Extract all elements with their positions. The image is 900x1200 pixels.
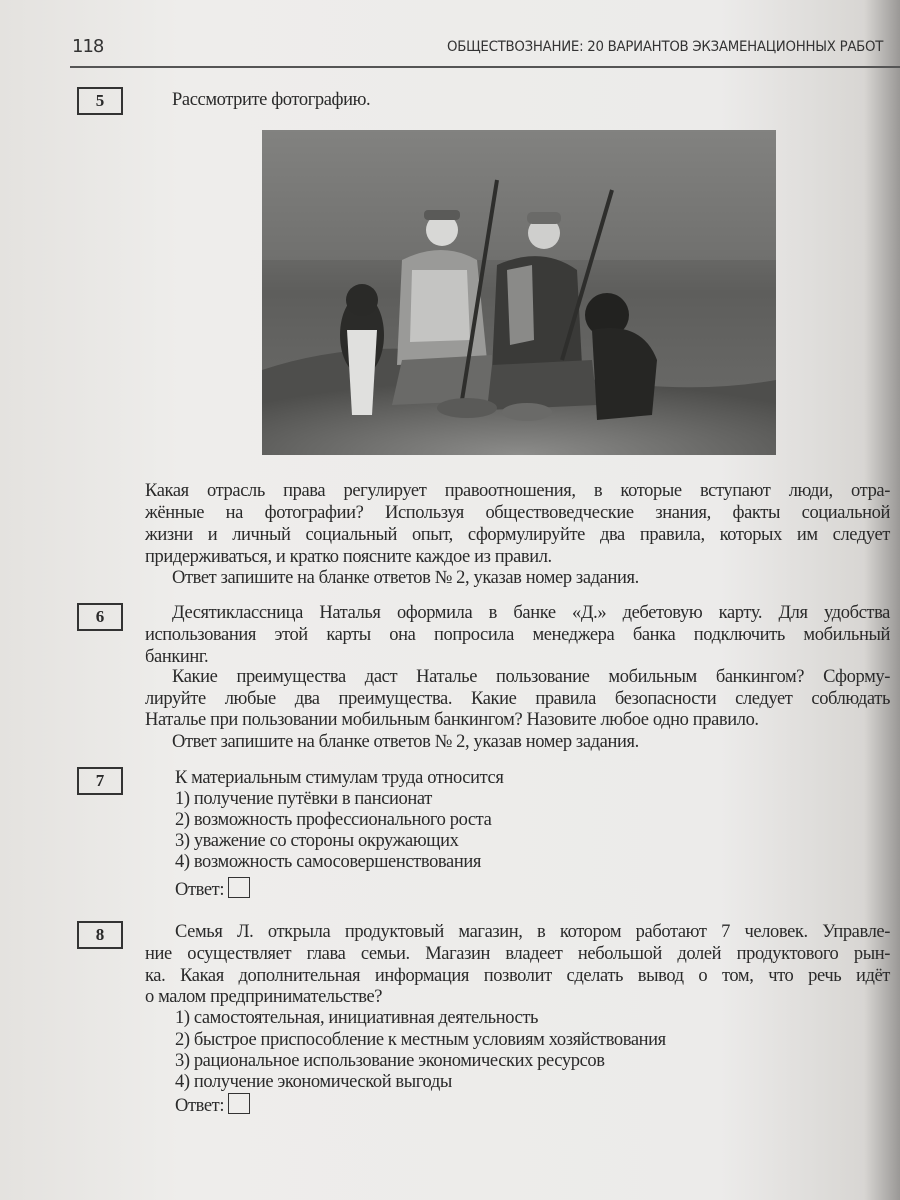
- answer-option: 4) получение экономической выгоды: [175, 1072, 452, 1092]
- hunters-with-dogs-photo: [262, 130, 776, 455]
- answer-row: [175, 877, 250, 901]
- answer-option: 4) возможность самосовершенствования: [175, 852, 481, 872]
- task-number-box: 5: [77, 87, 123, 115]
- task-text-line: Десятиклассница Наталья оформила в банке «Д.» дебетовую карту. Для удобства: [172, 603, 890, 623]
- task-text-line: банкинг.: [145, 647, 209, 667]
- task-text-line: Какие преимущества даст Наталье пользование мобильным банкингом? Сформу-: [172, 667, 890, 687]
- task-text-line: придерживаться, и кратко поясните каждое из правил.: [145, 547, 552, 567]
- task-text-line: ка. Какая дополнительная информация позволит сделать вывод о том, что речь идёт: [145, 966, 890, 986]
- answer-option: 1) получение путёвки в пансионат: [175, 789, 432, 809]
- task-instruction: Ответ запишите на бланке ответов № 2, указав номер задания.: [172, 568, 639, 588]
- task-instruction: Ответ запишите на бланке ответов № 2, указав номер задания.: [172, 732, 639, 752]
- task-number-box: 8: [77, 921, 123, 949]
- task-text-line: Семья Л. открыла продуктовый магазин, в котором работают 7 человек. Управле-: [175, 922, 890, 942]
- task-text-line: жённые на фотографии? Используя обществоведческие знания, факты социальной: [145, 503, 890, 523]
- task-text-line: Наталье при пользовании мобильным банкингом? Назовите любое одно правило.: [145, 710, 759, 730]
- answer-box[interactable]: [228, 877, 250, 898]
- task-text-line: использования этой карты она попросила менеджера банка подключить мобильный: [145, 625, 890, 645]
- answer-option: 2) быстрое приспособление к местным условиям хозяйствования: [175, 1030, 666, 1050]
- task-text-line: лируйте любые два преимущества. Какие правила безопасности следует соблюдать: [145, 689, 890, 709]
- answer-label: Ответ:: [175, 880, 225, 900]
- task-number-box: 7: [77, 767, 123, 795]
- task-text-line: Какая отрасль права регулирует правоотношения, в которые вступают люди, отра-: [145, 481, 890, 501]
- header-divider: [70, 66, 900, 68]
- answer-label: Ответ:: [175, 1096, 225, 1116]
- task-text-line: о малом предпринимательстве?: [145, 987, 383, 1007]
- task-text-line: ние осуществляет глава семьи. Магазин владеет небольшой долей продуктового рын-: [145, 944, 890, 964]
- task-text-line: жизни и личный социальный опыт, сформулируйте два правила, которых им следует: [145, 525, 890, 545]
- task-stem: К материальным стимулам труда относится: [175, 768, 504, 788]
- running-title: ОБЩЕСТВОЗНАНИЕ: 20 ВАРИАНТОВ ЭКЗАМЕНАЦИОННЫХ РАБОТ: [447, 39, 884, 55]
- answer-box[interactable]: [228, 1093, 250, 1114]
- answer-option: 3) уважение со стороны окружающих: [175, 831, 459, 851]
- answer-option: 1) самостоятельная, инициативная деятельность: [175, 1008, 539, 1028]
- answer-option: 3) рациональное использование экономических ресурсов: [175, 1051, 605, 1071]
- answer-option: 2) возможность профессионального роста: [175, 810, 492, 830]
- answer-row: [175, 1093, 250, 1117]
- task-number-box: 6: [77, 603, 123, 631]
- task-intro: Рассмотрите фотографию.: [172, 90, 371, 110]
- page-number: 118: [72, 36, 104, 57]
